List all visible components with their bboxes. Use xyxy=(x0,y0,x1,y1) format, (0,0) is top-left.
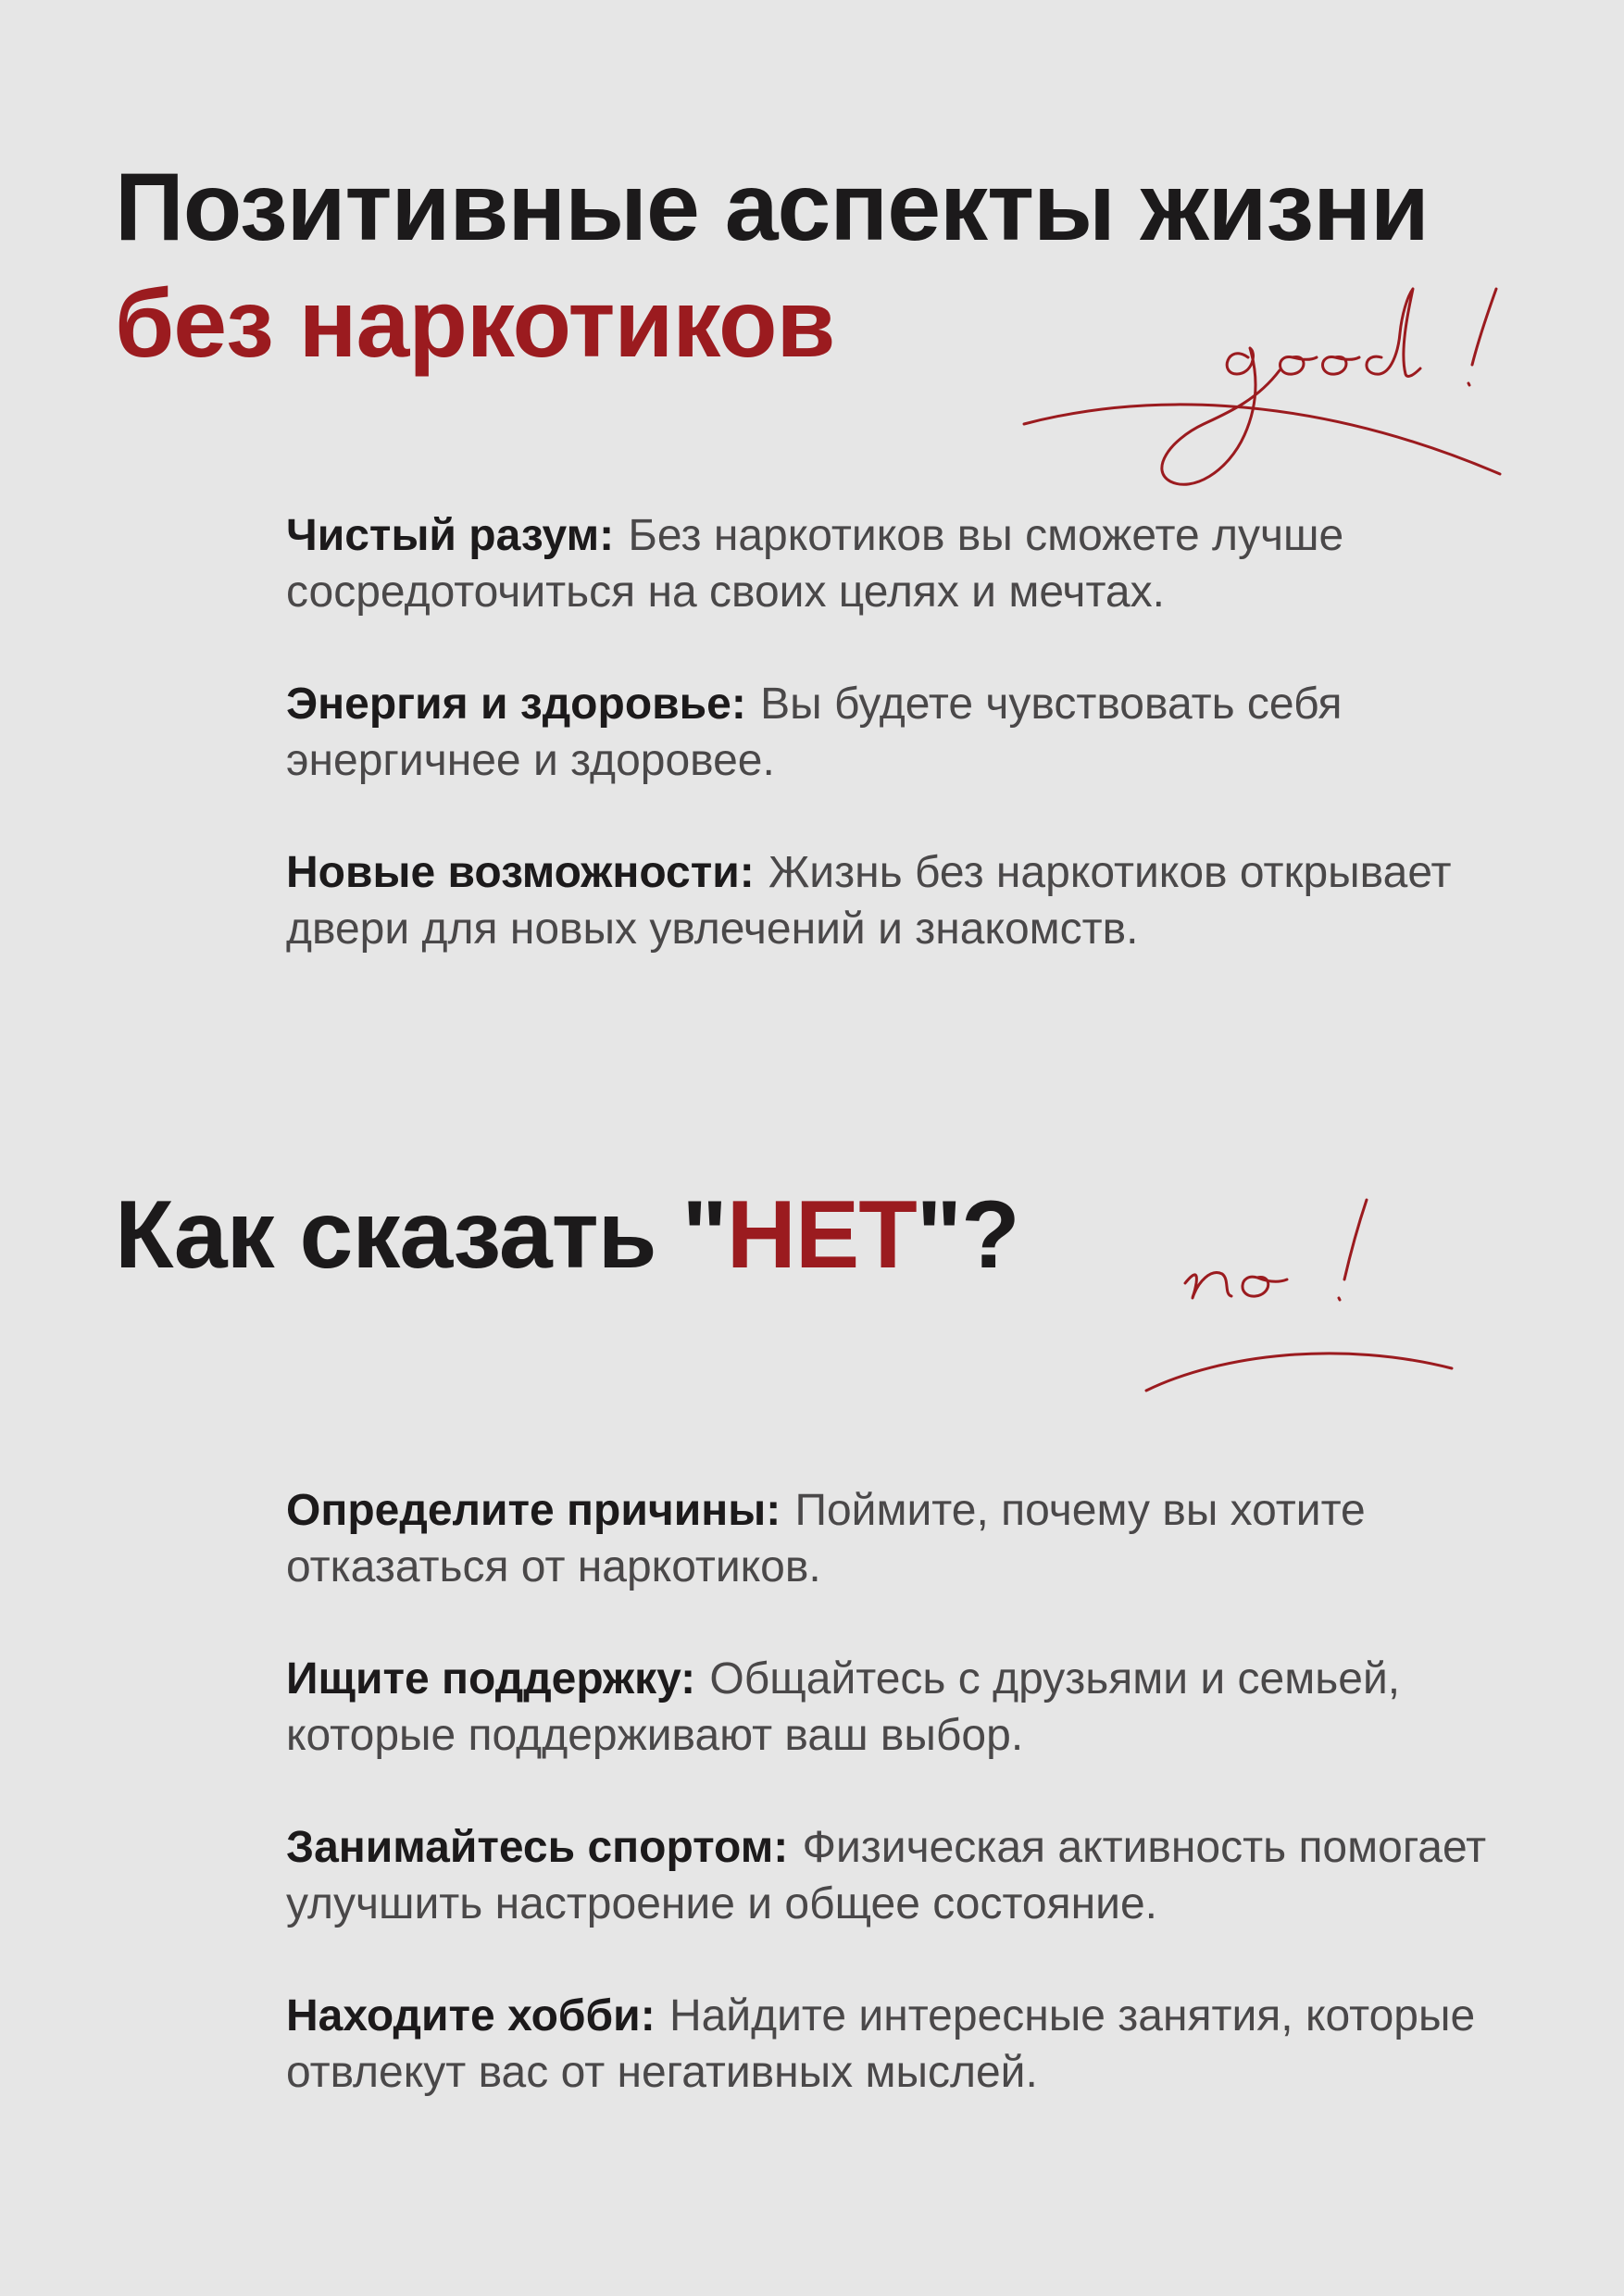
section1-title-line2: без наркотиков xyxy=(115,270,835,378)
item-label: Чистый разум: xyxy=(286,511,615,560)
item-label: Новые возможности: xyxy=(286,848,755,897)
item-text: Вы будете чувствовать себя энергичнее и здоровее. xyxy=(286,680,1343,785)
item-label: Находите хобби: xyxy=(286,1991,656,2040)
section2-title-prefix: Как сказать " xyxy=(115,1181,727,1289)
list-item xyxy=(286,1988,1518,2101)
item-label: Занимайтесь спортом: xyxy=(286,1823,789,1872)
section2-title-suffix: "? xyxy=(916,1181,1019,1289)
section2-title xyxy=(115,1181,1019,1289)
list-item xyxy=(286,844,1518,957)
section1-title-line1: Позитивные аспекты жизни xyxy=(115,154,1429,261)
item-text: Жизнь без наркотиков открывает двери для новых увлечений и знакомств. xyxy=(286,848,1452,954)
item-text: Поймите, почему вы хотите отказаться от наркотиков. xyxy=(286,1486,1366,1591)
item-label: Энергия и здоровье: xyxy=(286,680,746,729)
section2-title-accent: НЕТ xyxy=(726,1181,917,1289)
list-item xyxy=(286,507,1518,620)
item-text: Найдите интересные занятия, которые отвлекут вас от негативных мыслей. xyxy=(286,1991,1476,2097)
list-item xyxy=(286,676,1518,789)
item-text: Физическая активность помогает улучшить настроение и общее состояние. xyxy=(286,1823,1487,1928)
no-script-decoration xyxy=(1139,1194,1472,1407)
list-item xyxy=(286,1819,1518,1932)
item-label: Ищите поддержку: xyxy=(286,1654,696,1703)
good-script-decoration xyxy=(1018,278,1518,500)
list-item xyxy=(286,1482,1518,1595)
item-text: Без наркотиков вы сможете лучше сосредоточиться на своих целях и мечтах. xyxy=(286,511,1344,617)
item-text: Общайтесь с друзьями и семьей, которые поддерживают ваш выбор. xyxy=(286,1654,1401,1760)
list-item xyxy=(286,1651,1518,1764)
section1-benefits-list xyxy=(286,507,1518,1013)
section2-tips-list xyxy=(286,1482,1518,2156)
item-label: Определите причины: xyxy=(286,1486,781,1535)
